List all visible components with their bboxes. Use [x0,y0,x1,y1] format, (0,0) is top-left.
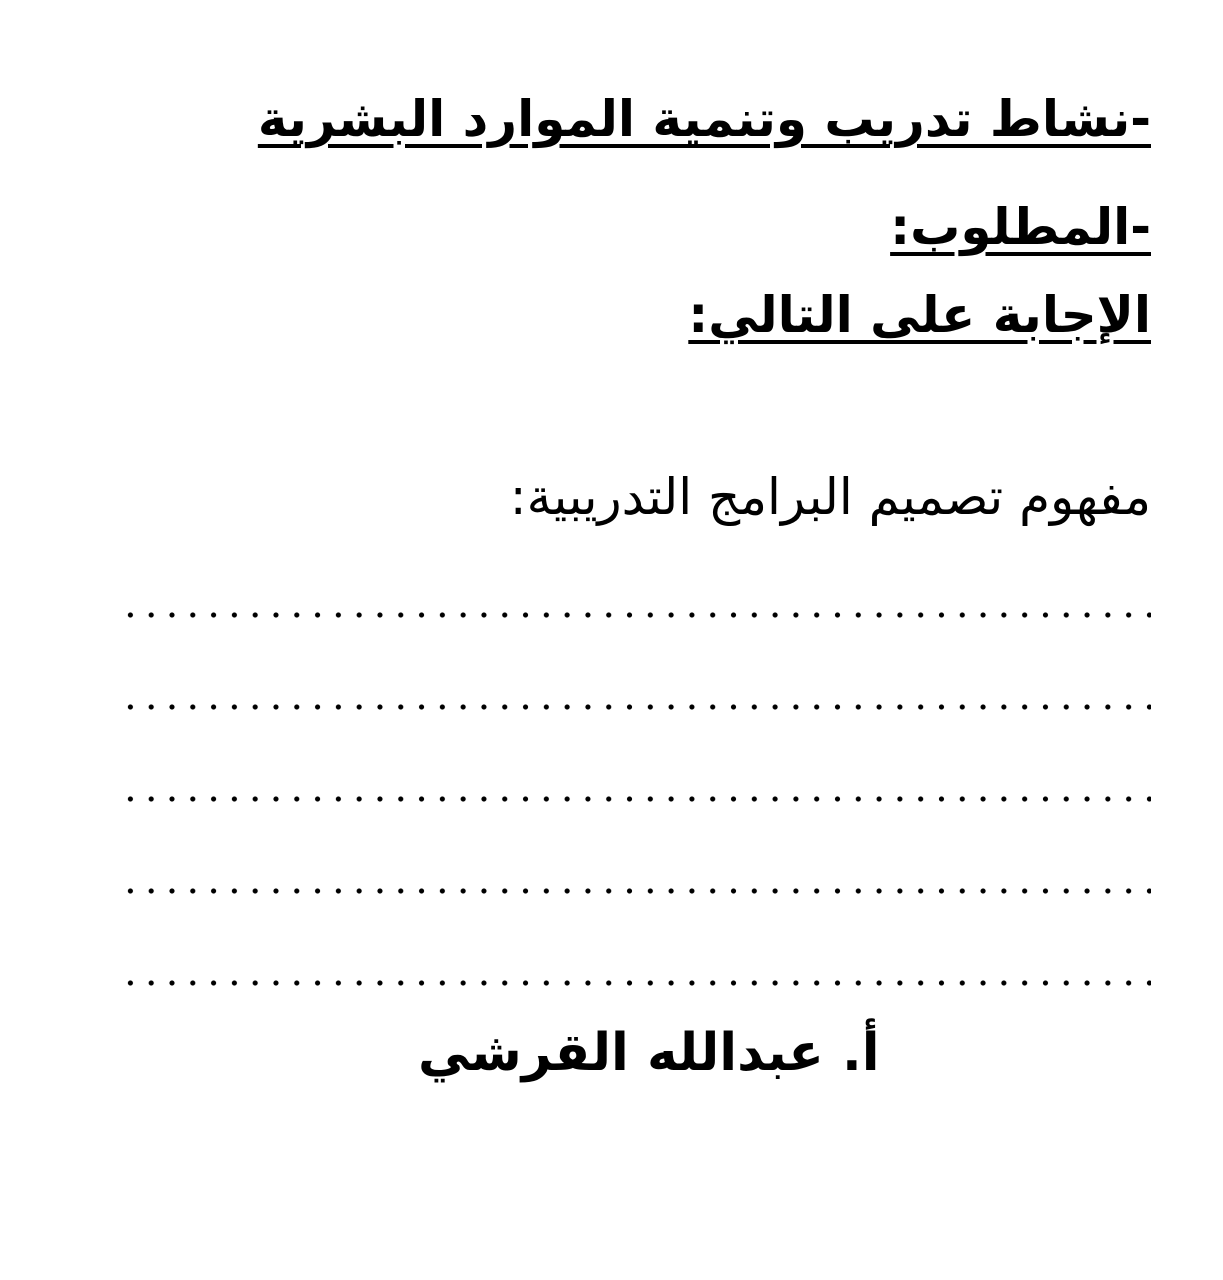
question-text: مفهوم تصميم البرامج التدريبية: [509,468,1151,526]
answer-instruction-heading: الإجابة على التالي: [688,286,1151,344]
answer-line [120,682,1151,774]
dotted-line [120,704,1151,710]
dotted-line [120,796,1151,802]
answer-lines [120,590,1151,1050]
answer-line [120,866,1151,958]
dotted-line [120,980,1151,986]
activity-title: -نشاط تدريب وتنمية الموارد البشرية [257,90,1151,148]
teacher-signature: أ. عبدالله القرشي [418,1023,880,1083]
required-heading: -المطلوب: [890,198,1151,256]
dotted-line [120,888,1151,894]
dotted-line [120,612,1151,618]
answer-line [120,590,1151,682]
answer-line [120,774,1151,866]
